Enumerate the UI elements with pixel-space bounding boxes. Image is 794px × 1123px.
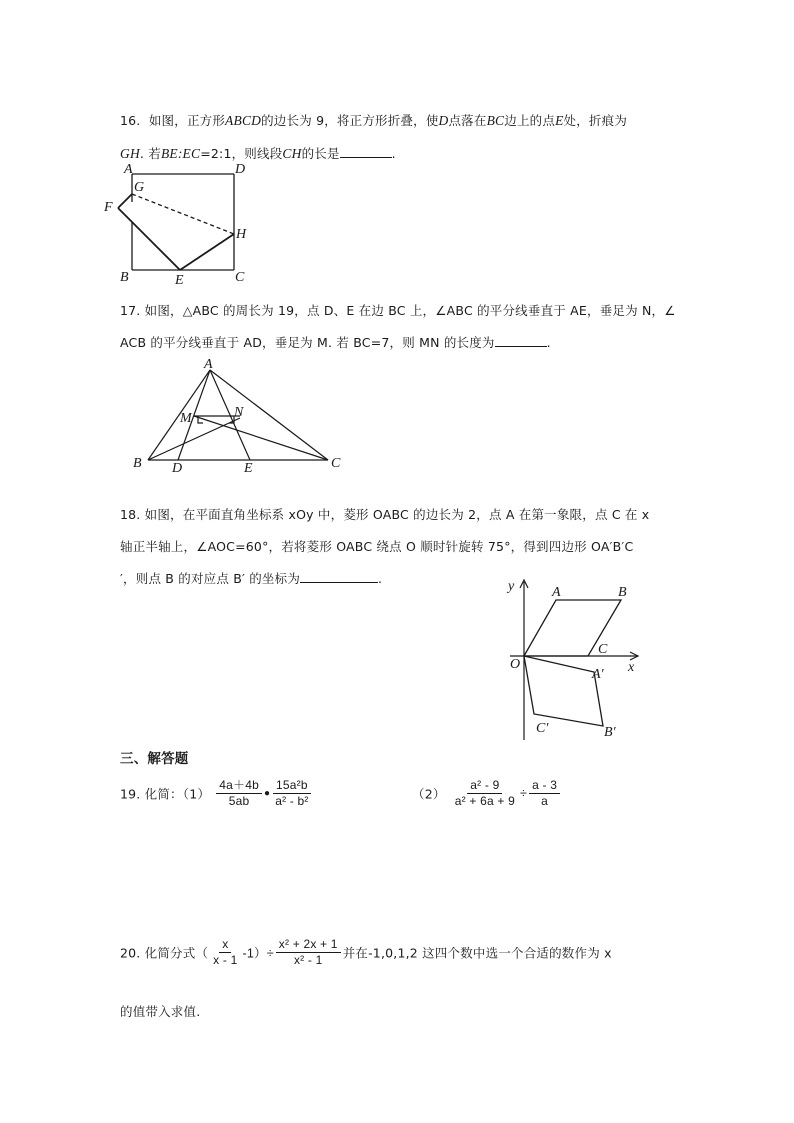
label-A: A — [124, 162, 133, 177]
label-E: E — [175, 273, 184, 288]
label-B-prime: B′ — [604, 725, 616, 740]
label-C-prime: C′ — [536, 721, 549, 736]
label-H: H — [236, 227, 247, 242]
q17-triangle-figure — [128, 356, 353, 476]
label-C: C — [331, 456, 341, 471]
label-O: O — [510, 657, 521, 672]
q19-line: 19. 化简：（1） $\frac{4a+4b}{5ab}$ ● $\frac{\text{15a²b}}{\text{a² - b²}}$ — [120, 778, 314, 809]
label-A: A — [552, 585, 561, 600]
q18-rhombus-figure — [500, 574, 650, 744]
answer-blank[interactable] — [495, 334, 547, 347]
label-F: F — [104, 200, 113, 215]
label-C: C — [598, 642, 608, 657]
q16-square-figure — [100, 158, 270, 288]
section-title: 三、解答题 — [120, 751, 189, 767]
label-M: M — [180, 411, 192, 426]
label-A-prime: A′ — [592, 667, 604, 682]
q20-line2: 的值带入求值. — [120, 1004, 201, 1019]
answer-blank[interactable] — [300, 570, 378, 583]
q19-fraction-4: $\frac{a - 3}{a}$ — [529, 778, 560, 809]
q17-line2: ACB 的平分线垂直于 AD，垂足为 M. 若 BC=7，则 MN 的长度为 . — [120, 335, 551, 350]
q18-line3: ′，则点 B 的对应点 B′ 的坐标为 . — [120, 571, 383, 586]
label-B: B — [120, 270, 129, 285]
q20-fraction-1: $\frac{x}{x - 1}$ — [213, 937, 238, 967]
label-E: E — [244, 461, 253, 476]
q17-line1: 17. 如图，△ABC 的周长为 19，点 D、E 在边 BC 上，∠ABC 的平分线垂直于 AE，垂足为 N，∠ — [120, 303, 676, 318]
label-D: D — [235, 162, 246, 177]
label-A: A — [204, 357, 213, 372]
q20-line1: 20. 化简分式（ $\frac{x}{x - 1}$ -1）÷ $\frac{\text{x² + 2x + 1}}{\text{x² - 1}}$ 并在-1,0,1,2 这四个数中选一个合适的数作为 x — [120, 937, 612, 967]
q16-line2: GH. 若BE:EC=2:1，则线段CH的长是 . — [120, 146, 396, 161]
q19-fraction-2: $\frac{\text{15a²b}}{\text{a² - b²}}$ — [272, 778, 311, 809]
label-B: B — [618, 585, 627, 600]
q18-line1: 18. 如图，在平面直角坐标系 xOy 中，菱形 OABC 的边长为 2，点 A 在第一象限，点 C 在 x — [120, 507, 650, 522]
label-x: x — [628, 660, 635, 675]
q20-fraction-2: $\frac{\text{x² + 2x + 1}}{\text{x² - 1}}$ — [276, 937, 341, 968]
label-y: y — [508, 579, 515, 594]
label-N: N — [234, 405, 244, 420]
q19-fraction-1: $\frac{4a+4b}{5ab}$ — [216, 778, 262, 809]
label-C: C — [235, 270, 245, 285]
label-D: D — [172, 461, 183, 476]
q19-fraction-3: $\frac{\text{a² - 9}}{\text{a² + 6a + 9}}$ — [454, 778, 515, 808]
q16-line1: 16. 如图，正方形ABCD的边长为 9，将正方形折叠，使D点落在BC边上的点E处，折痕为 — [120, 113, 628, 128]
answer-blank[interactable] — [340, 145, 392, 158]
q19-part2: （2） $\frac{\text{a² - 9}}{\text{a² + 6a + 9}}$ ÷ $\frac{a - 3}{a}$ — [412, 778, 562, 809]
label-B: B — [133, 456, 142, 471]
q18-line2: 轴正半轴上，∠AOC=60°，若将菱形 OABC 绕点 O 顺时针旋转 75°，得到四边形 OA′B′C — [120, 539, 634, 554]
label-G: G — [134, 180, 145, 195]
